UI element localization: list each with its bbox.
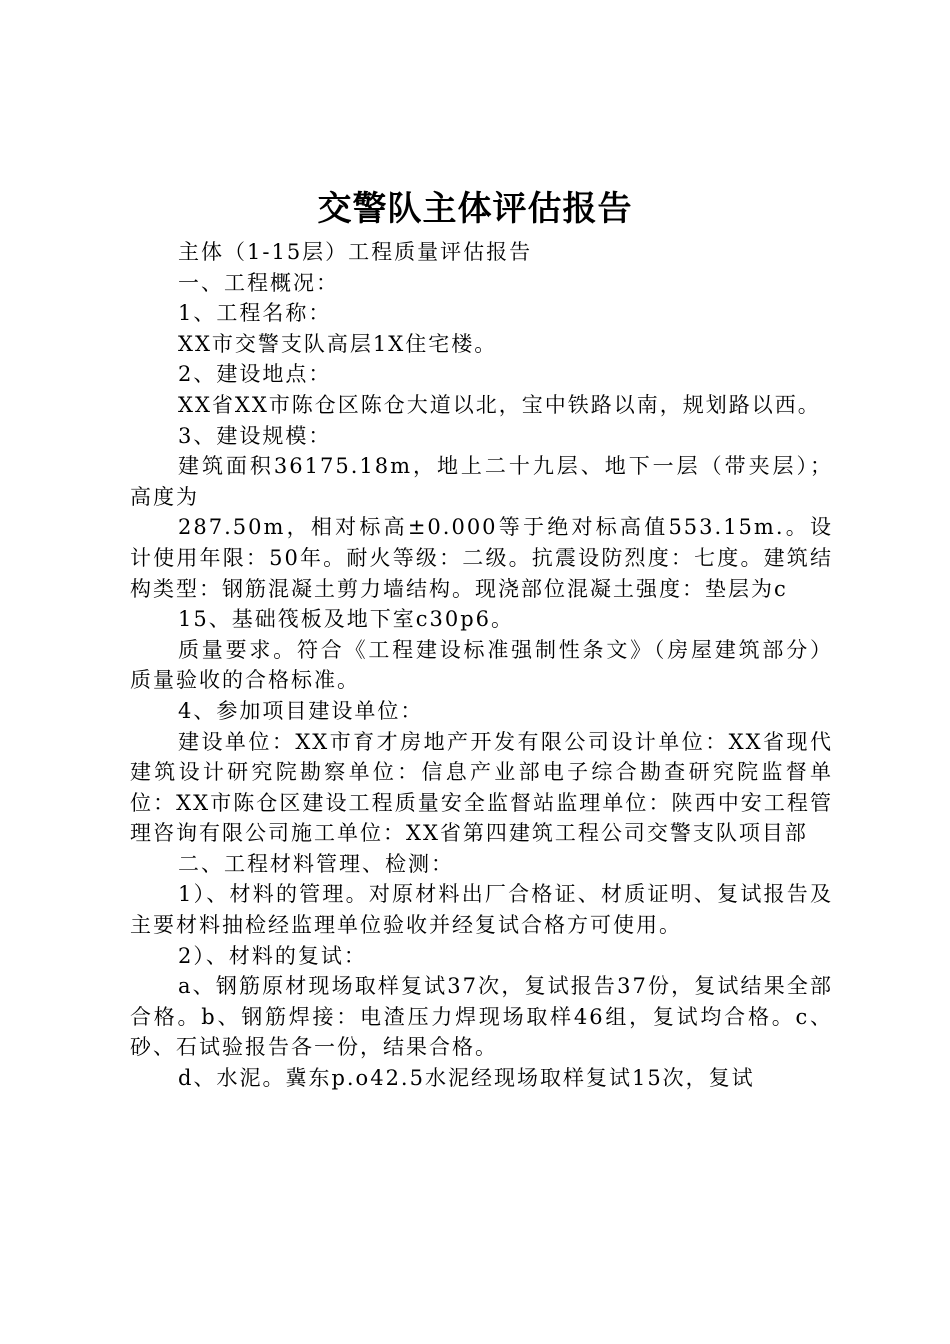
paragraph-building-specs: 287.50m，相对标高±0.000等于绝对标高值553.15m.。设计使用年限：50年。耐火等级：二级。抗震设防烈度：七度。建筑结构类型：钢筋混凝土剪力墙结构。现浇部位混凝土强度：垫层为c — [130, 515, 833, 601]
paragraph-project-name: XX市交警支队高层1X住宅楼。 — [178, 331, 498, 356]
paragraph-quality-requirement: 质量要求。符合《工程建设标准强制性条文》（房屋建筑部分）质量验收的合格标准。 — [130, 637, 833, 693]
item-heading-participants: 4、参加项目建设单位： — [178, 698, 424, 723]
document-body — [130, 237, 833, 1094]
item-heading-project-name: 1、工程名称： — [178, 301, 332, 326]
item-heading-location: 2、建设地点： — [178, 362, 332, 387]
section-heading-materials: 二、工程材料管理、检测： — [178, 851, 454, 876]
document-title: 交警队主体评估报告 — [317, 189, 633, 229]
item-heading-material-retest: 2）、材料的复试： — [178, 943, 367, 968]
paragraph-participants: 建设单位：XX市育才房地产开发有限公司设计单位：XX省现代建筑设计研究院勘察单位：信息产业部电子综合勘查研究院监督单位：XX市陈仓区建设工程质量安全监督站监理单位：陕西中安工程管理咨询有限公司施工单位：XX省第四建筑工程公司交警支队项目部 — [130, 729, 833, 846]
paragraph-retest-results: a、钢筋原材现场取样复试37次，复试报告37份，复试结果全部合格。b、钢筋焊接：电渣压力焊现场取样46组，复试均合格。c、砂、石试验报告各一份，结果合格。 — [130, 974, 833, 1060]
paragraph-foundation: 15、基础筏板及地下室c30p6。 — [178, 607, 515, 632]
paragraph-building-area: 建筑面积36175.18m，地上二十九层、地下一层（带夹层）；高度为 — [130, 454, 833, 509]
paragraph-location: XX省XX市陈仓区陈仓大道以北，宝中铁路以南，规划路以西。 — [178, 392, 821, 417]
report-subtitle: 主体（1-15层）工程质量评估报告 — [178, 240, 533, 264]
item-heading-scale: 3、建设规模： — [178, 423, 332, 448]
paragraph-material-management: 1）、材料的管理。对原材料出厂合格证、材质证明、复试报告及主要材料抽检经监理单位验收并经复试合格方可使用。 — [130, 882, 833, 938]
paragraph-cement: d、水泥。冀东p.o42.5水泥经现场取样复试15次，复试 — [178, 1066, 755, 1091]
section-heading-overview: 一、工程概况： — [178, 270, 339, 295]
